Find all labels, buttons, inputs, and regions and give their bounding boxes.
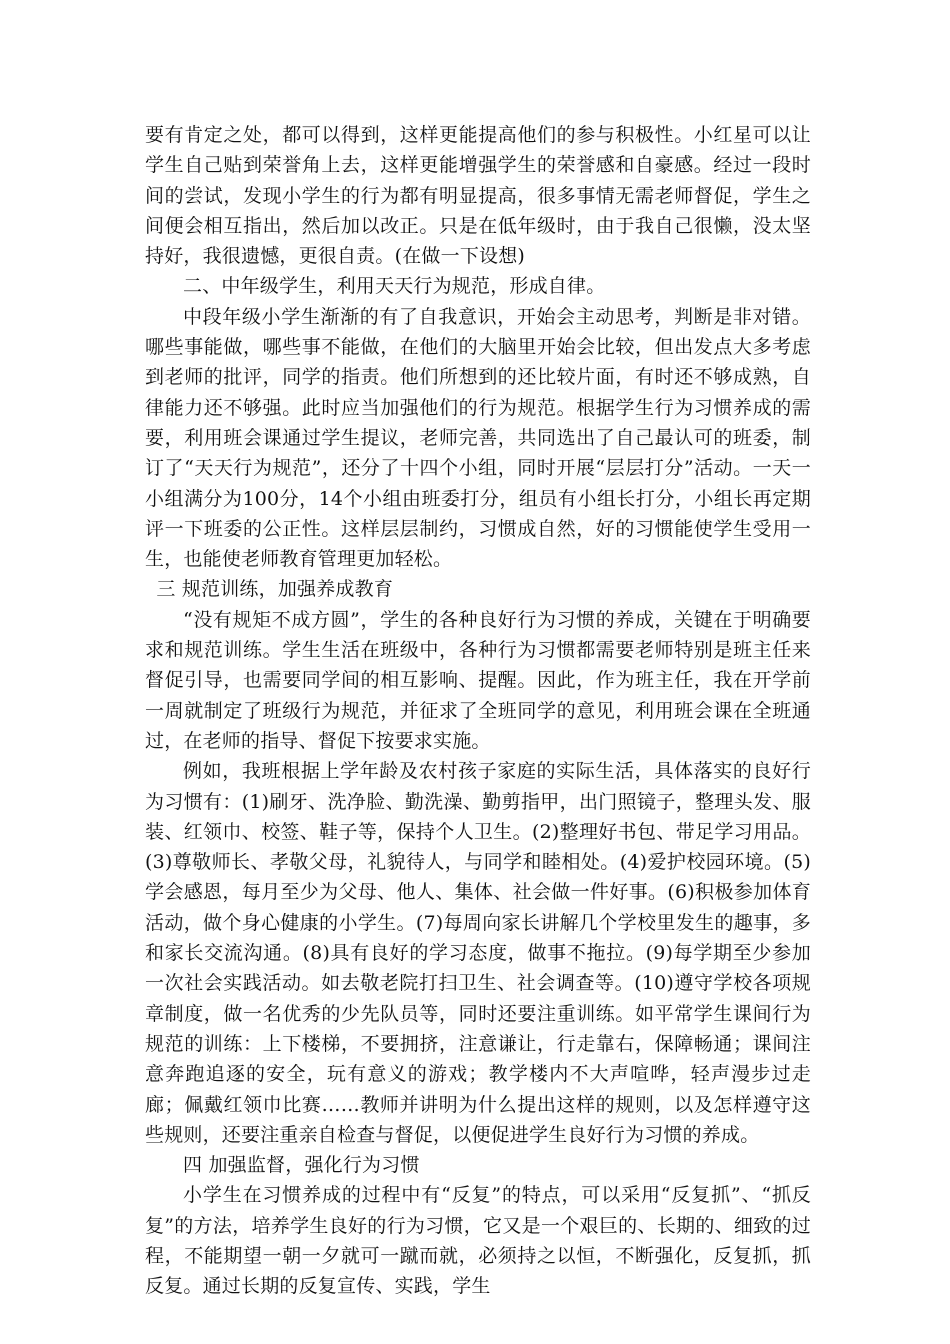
section-heading-two: 二、中年级学生，利用天天行为规范，形成自律。 [183, 275, 606, 298]
section-heading-four: 四 加强监督，强化行为习惯 [183, 1154, 420, 1177]
paragraph-middle-grades: 中段年级小学生渐渐的有了自我意识，开始会主动思考，判断是非对错。哪些事能做，哪些事不能做，在他们的大脑里开始会比较，但出发点大多考虑到老师的批评，同学的指责。他们所想到的还比较片面，有时还不够成熟，自律能力还不够强。此时应当加强他们的行为规范。根据学生行为习惯养成的需要，利用班会课通过学生提议，老师完善，共同选出了自己最认可的班委，制订了“天天行为规范”，还分了十四个小组，同时开展“层层打分”活动。一天一小组满分为100分，14个小组由班委打分，组员有小组长打分，小组长再定期评一下班委的公正性。这样层层制约，习惯成自然，好的习惯能使学生受用一生，也能使老师教育管理更加轻松。 [145, 305, 811, 571]
paragraph-continuation: 要有肯定之处，都可以得到，这样更能提高他们的参与积极性。小红星可以让学生自己贴到荣誉角上去，这样更能增强学生的荣誉感和自豪感。经过一段时间的尝试，发现小学生的行为都有明显提高，很多事情无需老师督促，学生之间便会相互指出，然后加以改正。只是在低年级时，由于我自己很懒，没太坚持好，我很遗憾，更很自责。(在做一下设想) [145, 124, 811, 268]
section-heading-three: 三 规范训练，加强养成教育 [156, 578, 394, 601]
paragraph-rules-training: “没有规矩不成方圆”，学生的各种良好行为习惯的养成，关键在于明确要求和规范训练。学生生活在班级中，各种行为习惯都需要老师特别是班主任来督促引导，也需要同学间的相互影响、提醒。因此，作为班主任，我在开学前一周就制定了班级行为规范，并征求了全班同学的意见，利用班会课在全班通过，在老师的指导、督促下按要求实施。 [145, 608, 811, 752]
paragraph-examples: 例如，我班根据上学年龄及农村孩子家庭的实际生活，具体落实的良好行为习惯有：(1)刷牙、洗净脸、勤洗澡、勤剪指甲，出门照镜子，整理头发、服装、红领巾、校签、鞋子等，保持个人卫生。(2)整理好书包、带足学习用品。(3)尊敬师长、孝敬父母，礼貌待人，与同学和睦相处。(4)爱护校园环境。(5)学会感恩，每月至少为父母、他人、集体、社会做一件好事。(6)积极参加体育活动，做个身心健康的小学生。(7)每周向家长讲解几个学校里发生的趣事，多和家长交流沟通。(8)具有良好的学习态度，做事不拖拉。(9)每学期至少参加一次社会实践活动。如去敬老院打扫卫生、社会调查等。(10)遵守学校各项规章制度，做一名优秀的少先队员等，同时还要注重训练。如平常学生课间行为规范的训练：上下楼梯，不要拥挤，注意谦让，行走靠右，保障畅通；课间注意奔跑追逐的安全，玩有意义的游戏；教学楼内不大声喧哗，轻声漫步过走廊；佩戴红领巾比赛……教师并讲明为什么提出这样的规则，以及怎样遵守这些规则，还要注重亲自检查与督促，以便促进学生良好行为习惯的养成。 [145, 760, 811, 1146]
paragraph-supervision: 小学生在习惯养成的过程中有“反复”的特点，可以采用“反复抓”、“抓反复”的方法，培养学生良好的行为习惯，它又是一个艰巨的、长期的、细致的过程，不能期望一朝一夕就可一蹴而就，必须持之以恒，不断强化，反复抓，抓反复。通过长期的反复宣传、实践，学生 [145, 1184, 811, 1298]
